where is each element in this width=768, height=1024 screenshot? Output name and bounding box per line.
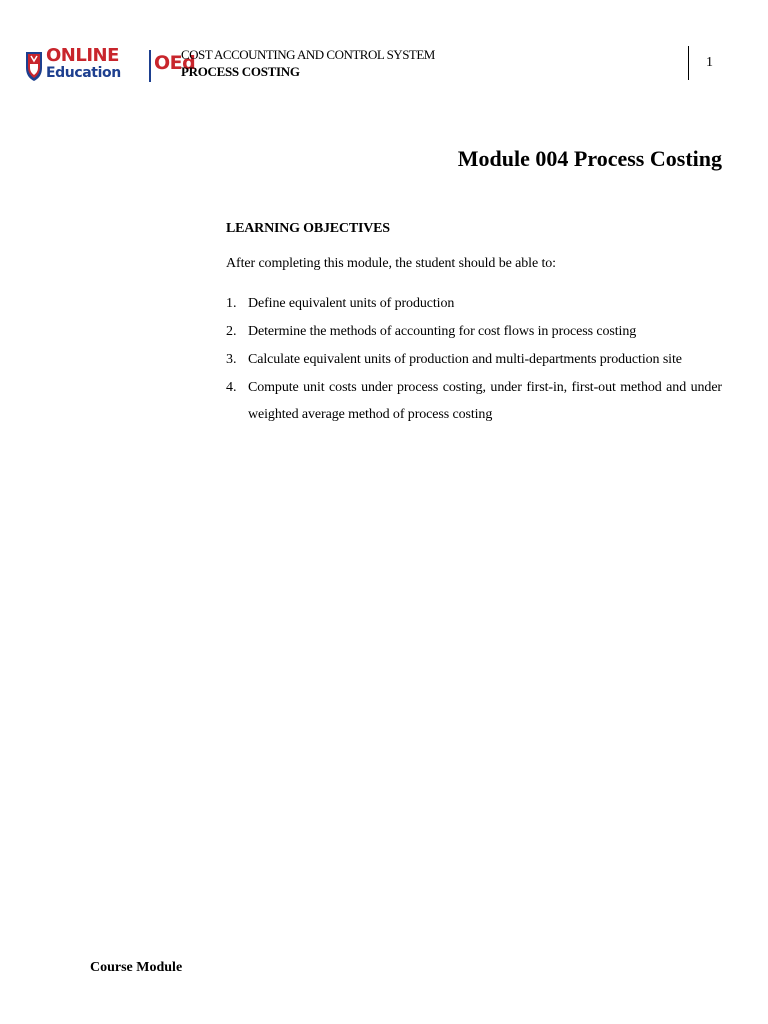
objective-item	[226, 374, 722, 428]
page-number: 1	[706, 55, 713, 70]
objective-number: 3.	[226, 352, 237, 367]
online-education-logo	[24, 45, 196, 86]
logo-online-text: ONLINE	[46, 45, 119, 66]
footer-course-module: Course Module	[90, 960, 183, 975]
objective-text: Define equivalent units of production	[248, 296, 455, 311]
header-divider	[688, 46, 689, 80]
logo-education-text: Education	[46, 65, 121, 81]
objective-number: 2.	[226, 324, 237, 339]
objectives-intro: After completing this module, the student should be able to:	[226, 256, 556, 271]
logo-divider	[149, 50, 151, 82]
objectives-heading: LEARNING OBJECTIVES	[226, 221, 390, 236]
objective-text: Determine the methods of accounting for cost flows in process costing	[248, 324, 637, 339]
objective-number: 1.	[226, 296, 237, 311]
objective-item	[226, 346, 722, 373]
objective-item	[226, 318, 722, 345]
module-title: Module 004 Process Costing	[457, 146, 722, 171]
course-title: COST ACCOUNTING AND CONTROL SYSTEM	[181, 47, 435, 62]
objective-number: 4.	[226, 380, 237, 395]
objective-text: Compute unit costs under process costing, under first-in, first-out method and under weighted average method of process costing	[248, 380, 722, 422]
objective-text: Calculate equivalent units of production and multi-departments production site	[248, 352, 682, 367]
course-topic: PROCESS COSTING	[181, 64, 300, 79]
objectives-list	[226, 290, 722, 428]
logo-oed-mark: OEd	[154, 52, 196, 74]
ama-shield-icon	[24, 50, 44, 82]
objective-item	[226, 290, 722, 317]
learning-objectives-section	[226, 220, 722, 429]
